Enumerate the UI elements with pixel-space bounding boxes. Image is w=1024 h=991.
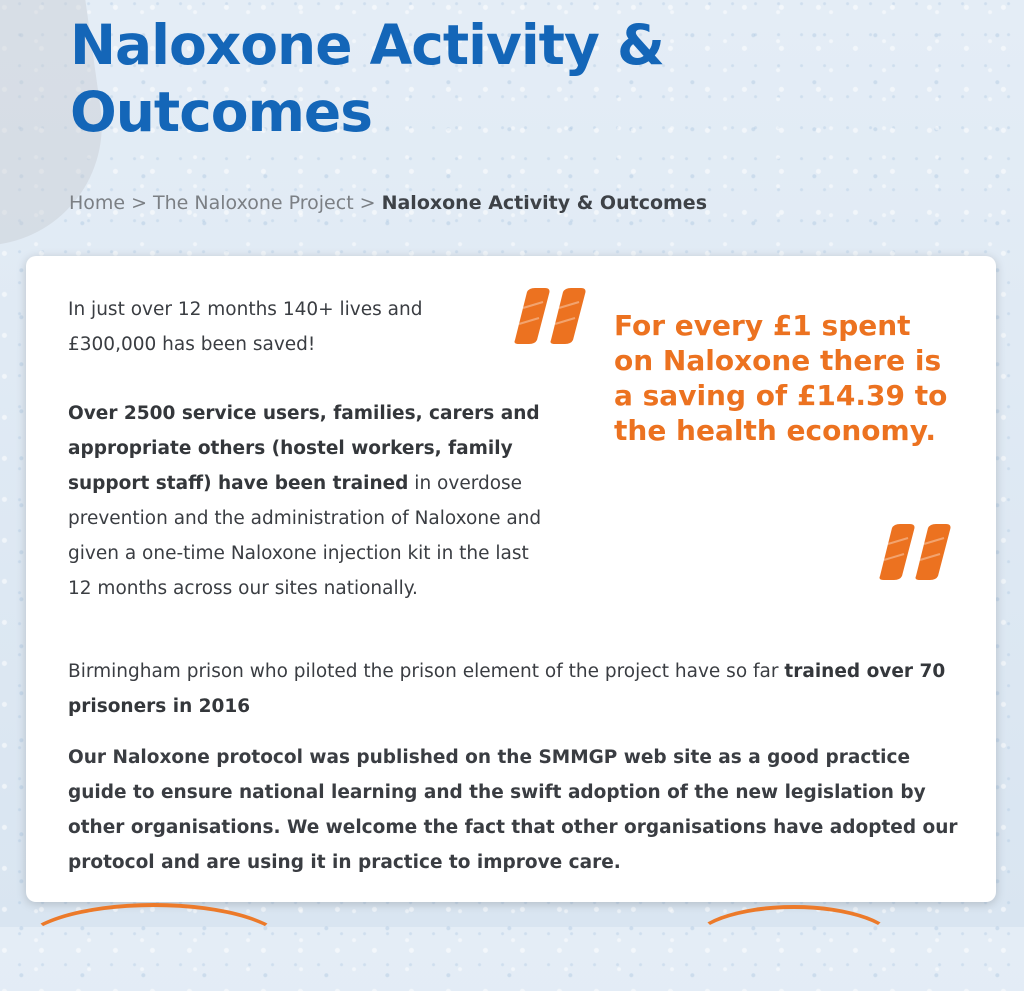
prison-paragraph: [68, 654, 968, 724]
breadcrumb: [69, 190, 707, 216]
decorative-arc: [690, 905, 898, 983]
training-paragraph: [68, 396, 543, 606]
breadcrumb-current-page: Naloxone Activity & Outcomes: [381, 192, 707, 214]
pull-quote: For every £1 spent on Naloxone there is a saving of £14.39 to the health economy.: [614, 309, 948, 447]
breadcrumb-home-link[interactable]: Home: [69, 192, 126, 214]
page-title: Naloxone Activity & Outcomes: [70, 13, 664, 144]
training-detail: in overdose prevention and the administration of Naloxone and given a one-time Naloxone injection kit in the last 12 months across our sites nationally.: [68, 473, 542, 599]
content-card: [26, 256, 996, 902]
quote-open-icon: [509, 288, 589, 350]
prison-highlight: trained over 70 prisoners in 2016: [68, 661, 946, 717]
quote-close-icon: [874, 524, 954, 586]
breadcrumb-separator: >: [359, 192, 376, 214]
decorative-arc: [20, 903, 288, 991]
breadcrumb-project-link[interactable]: The Naloxone Project: [153, 192, 354, 214]
breadcrumb-separator: >: [131, 192, 148, 214]
intro-paragraph: In just over 12 months 140+ lives and £300,000 has been saved!: [68, 299, 423, 355]
prison-text: Birmingham prison who piloted the prison element of the project have so far: [68, 661, 785, 682]
training-highlight: Over 2500 service users, families, carers and appropriate others (hostel workers, family support staff) have been trained: [68, 403, 540, 494]
protocol-paragraph: Our Naloxone protocol was published on the SMMGP web site as a good practice guide to ensure national learning and the swift adoption of the new legislation by other organisations. We welcome the fact that other organisations have adopted our protocol and are using it in practice to improve care.: [68, 747, 958, 873]
